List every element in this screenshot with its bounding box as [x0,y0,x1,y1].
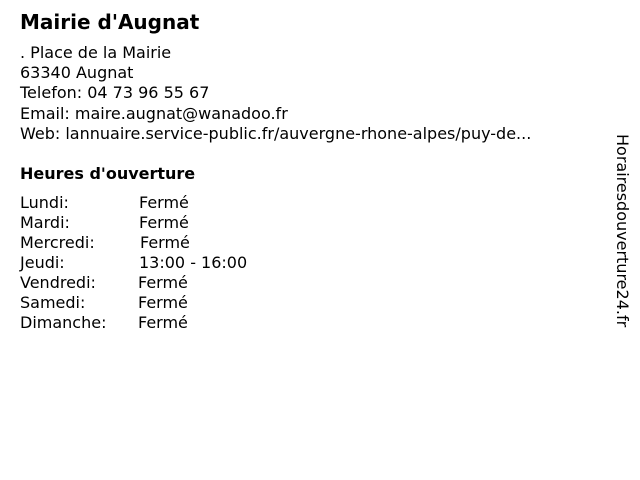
address-block [20,43,531,144]
hours-value: Fermé [138,273,188,292]
day-label: Samedi: [20,293,86,312]
day-label: Lundi: [20,193,69,212]
day-label: Dimanche: [20,313,107,332]
day-label: Mardi: [20,213,70,232]
hours-value: Fermé [140,233,190,252]
phone-line: Telefon: 04 73 96 55 67 [20,83,210,103]
hours-value: Fermé [139,213,189,232]
hours-value: Fermé [138,293,188,312]
email-line: Email: maire.augnat@wanadoo.fr [20,103,288,123]
hours-value: Fermé [138,313,188,332]
site-watermark: Horairesdouverture24.fr [613,134,632,328]
page-title: Mairie d'Augnat [20,10,200,34]
web-line: Web: lannuaire.service-public.fr/auvergne-rhone-alpes/puy-de... [20,123,532,143]
day-label: Mercredi: [20,233,95,252]
street-line: . Place de la Mairie [20,43,172,62]
hours-value: 13:00 - 16:00 [139,253,248,272]
hours-value: Fermé [139,193,189,212]
day-label: Jeudi: [20,253,65,272]
day-label: Vendredi: [20,273,96,292]
hours-heading: Heures d'ouverture [20,164,196,183]
city-line: 63340 Augnat [20,63,134,83]
